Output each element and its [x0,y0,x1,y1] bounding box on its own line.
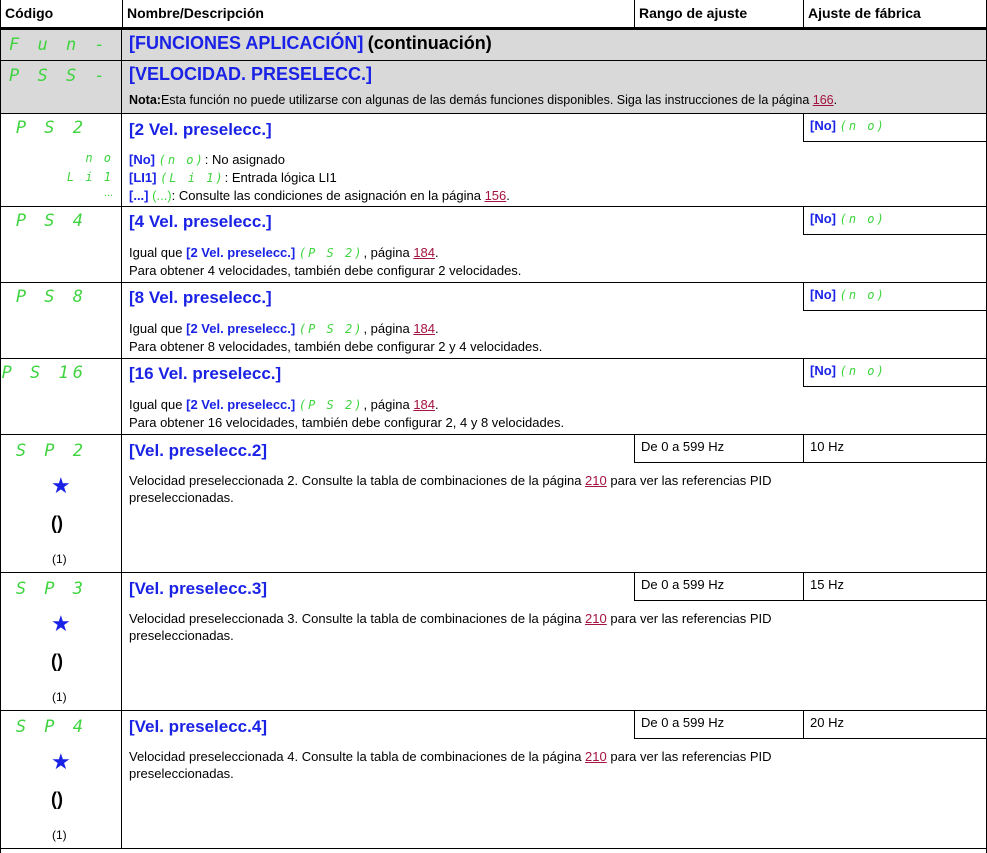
option-no [129,151,510,169]
star-icon: ★ [51,611,71,636]
factory-ps16 [803,359,987,387]
param-title-sp2: [Vel. preselecc.2] [129,441,267,460]
option-label: [LI1] [129,170,157,185]
text: . [435,397,439,412]
table-header [1,0,986,30]
page-link[interactable]: 156 [484,188,507,203]
opt-code-li1: L i 1 [66,170,113,184]
desc-text: para ver las referencias PID [606,749,772,764]
star-icon: ★ [51,473,71,498]
option-seg: (...) [152,188,172,203]
ref-label: [2 Vel. preselecc.] [186,397,296,412]
desc-line: Para obtener 8 velocidades, también debe configurar 2 y 4 velocidades. [129,339,543,354]
header-range: Rango de ajuste [634,0,803,27]
ref-code: (P S 2) [298,246,364,260]
desc-text: Velocidad preseleccionada 4. Consulte la tabla de combinaciones de la página [129,749,586,764]
factory-code: (n o) [839,212,886,226]
page-link[interactable]: 210 [585,473,607,488]
section-title-fun: [FUNCIONES APLICACIÓN] [129,33,364,53]
param-title-ps8: [8 Vel. preselecc.] [129,288,272,307]
ref-label: [2 Vel. preselecc.] [186,321,296,336]
param-row-sp3 [1,573,986,711]
rotate-icon: () [51,513,63,533]
desc-line: Para obtener 16 velocidades, también debe configurar 2, 4 y 8 velocidades. [129,415,565,430]
param-title-ps2: [2 Vel. preselecc.] [129,120,272,139]
header-name: Nombre/Descripción [122,0,634,27]
factory-ps2 [803,114,987,142]
option-text: : No asignado [204,152,285,167]
code-pss: P S S - [9,66,109,86]
desc-line: Para obtener 4 velocidades, también debe configurar 2 velocidades. [129,263,522,278]
code-sp2: S P 2 [15,441,87,461]
option-text: : Consulte las condiciones de asignación en la página [171,188,485,203]
note-end: . [833,93,838,107]
param-row-ps8 [1,283,986,359]
text: Igual que [129,245,187,260]
desc-text: Velocidad preseleccionada 3. Consulte la tabla de combinaciones de la página [129,611,586,626]
factory-value: [No] [810,118,836,133]
ref-label: [2 Vel. preselecc.] [186,245,296,260]
section-suffix: (continuación) [367,33,492,53]
option-end: . [506,188,510,203]
code-ps2: P S 2 [15,118,87,138]
text: . [435,321,439,336]
param-row-ps16 [1,359,986,435]
option-label: [...] [129,188,149,203]
factory-value: [No] [810,211,836,226]
factory-value: [No] [810,287,836,302]
header-factory: Ajuste de fábrica [803,0,987,27]
code-ps4: P S 4 [15,211,87,231]
factory-ps8 [803,283,987,311]
opt-code-more: ... [103,187,113,199]
opt-code-no: n o [85,151,113,165]
param-row-sp2 [1,435,986,573]
section-title-pss: [VELOCIDAD. PRESELECC.] [129,64,373,84]
note-label: Nota: [129,93,161,107]
factory-value: [No] [810,363,836,378]
footnote-ref: (1) [52,552,67,566]
range-sp4: De 0 a 599 Hz [634,711,803,739]
param-title-ps16: [16 Vel. preselecc.] [129,364,282,383]
page-link[interactable]: 210 [585,749,607,764]
text: , página [363,397,414,412]
desc-line: preseleccionadas. [129,628,234,643]
ref-code: (P S 2) [298,398,364,412]
code-fun: F u n - [9,35,109,55]
option-more [129,187,510,204]
text: Igual que [129,321,187,336]
text: , página [363,245,414,260]
text: . [435,245,439,260]
text: , página [363,321,414,336]
factory-code: (n o) [839,119,886,133]
range-sp3: De 0 a 599 Hz [634,573,803,601]
desc-line: preseleccionadas. [129,490,234,505]
option-li1 [129,169,510,187]
factory-sp2: 10 Hz [803,435,987,463]
factory-ps4 [803,207,987,235]
code-ps8: P S 8 [15,287,87,307]
code-sp4: S P 4 [15,717,87,737]
factory-sp4: 20 Hz [803,711,987,739]
page-link[interactable]: 184 [413,245,436,260]
code-ps16: P S 16 [1,363,87,383]
rotate-icon: () [51,651,63,671]
factory-sp3: 15 Hz [803,573,987,601]
page-link[interactable]: 184 [413,321,436,336]
option-seg: (L i 1) [160,171,225,185]
text: Igual que [129,397,187,412]
desc-text: para ver las referencias PID [606,473,772,488]
param-title-sp3: [Vel. preselecc.3] [129,579,267,598]
footnote-ref: (1) [52,828,67,842]
section-row-pss [1,61,986,114]
param-row-ps4 [1,207,986,283]
option-text: : Entrada lógica LI1 [224,170,337,185]
rotate-icon: () [51,789,63,809]
factory-code: (n o) [839,288,886,302]
page-link[interactable]: 210 [585,611,607,626]
param-title-ps4: [4 Vel. preselecc.] [129,212,272,231]
desc-text: para ver las referencias PID [606,611,772,626]
option-label: [No] [129,152,155,167]
footnote-ref: (1) [52,690,67,704]
page-link[interactable]: 184 [413,397,436,412]
param-row-ps2 [1,114,986,207]
star-icon: ★ [51,749,71,774]
param-row-sp4 [1,711,986,849]
note-page-link[interactable]: 166 [812,93,834,107]
note-text: Esta función no puede utilizarse con algunas de las demás funciones disponibles. Siga las instrucciones de la página [160,93,813,107]
section-row-fun [1,30,986,61]
header-code: Código [5,5,54,21]
desc-text: Velocidad preseleccionada 2. Consulte la tabla de combinaciones de la página [129,473,586,488]
ref-code: (P S 2) [298,322,364,336]
range-sp2: De 0 a 599 Hz [634,435,803,463]
factory-code: (n o) [839,364,886,378]
param-title-sp4: [Vel. preselecc.4] [129,717,267,736]
desc-line: preseleccionadas. [129,766,234,781]
code-sp3: S P 3 [15,579,87,599]
option-seg: (n o) [158,153,205,167]
